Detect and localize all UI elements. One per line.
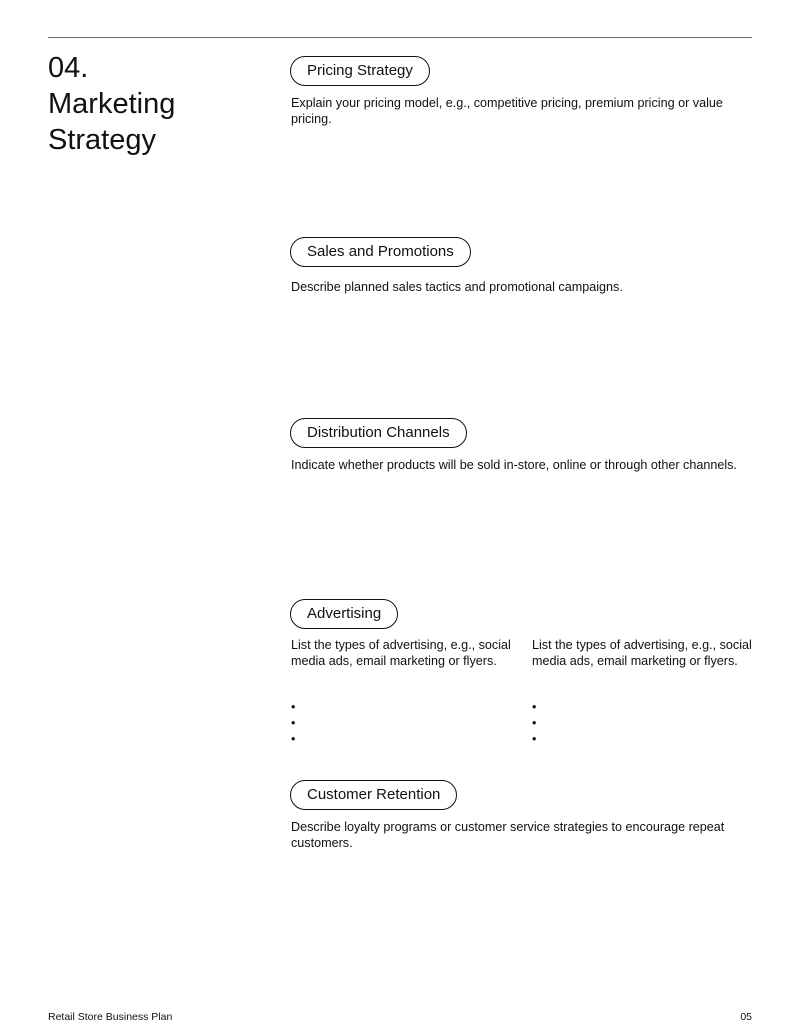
distribution-channels-description: Indicate whether products will be sold in-store, online or through other channels. bbox=[291, 458, 737, 472]
list-item bbox=[532, 699, 544, 715]
advertising-column-1-description: List the types of advertising, e.g., social media ads, email marketing or flyers. bbox=[291, 638, 511, 668]
customer-retention-description: Describe loyalty programs or customer service strategies to encourage repeat customers. bbox=[291, 820, 725, 850]
footer-document-title: Retail Store Business Plan bbox=[48, 1011, 173, 1023]
advertising-column-2 bbox=[532, 637, 752, 669]
pricing-strategy-description: Explain your pricing model, e.g., competitive pricing, premium pricing or value pricing. bbox=[291, 96, 723, 126]
section-title-line2: Strategy bbox=[48, 124, 156, 156]
list-item bbox=[291, 699, 303, 715]
header-divider bbox=[48, 37, 752, 38]
advertising-column-2-description: List the types of advertising, e.g., social media ads, email marketing or flyers. bbox=[532, 638, 752, 668]
sales-promotions-heading: Sales and Promotions bbox=[290, 237, 471, 267]
section-title-line1: Marketing bbox=[48, 88, 176, 120]
footer-page-number: 05 bbox=[740, 1011, 752, 1023]
list-item bbox=[291, 715, 303, 731]
pricing-strategy-heading: Pricing Strategy bbox=[290, 56, 430, 86]
section-number: 04. bbox=[48, 52, 89, 84]
advertising-block bbox=[290, 599, 752, 749]
advertising-heading: Advertising bbox=[290, 599, 398, 629]
advertising-column-2-bullets bbox=[532, 699, 544, 747]
list-item bbox=[532, 715, 544, 731]
advertising-column-1 bbox=[291, 637, 511, 669]
customer-retention-heading: Customer Retention bbox=[290, 780, 457, 810]
list-item bbox=[532, 731, 544, 747]
list-item bbox=[291, 731, 303, 747]
advertising-column-1-bullets bbox=[291, 699, 303, 747]
distribution-channels-heading: Distribution Channels bbox=[290, 418, 467, 448]
sales-promotions-description: Describe planned sales tactics and promotional campaigns. bbox=[291, 280, 623, 294]
section-title bbox=[48, 50, 175, 158]
